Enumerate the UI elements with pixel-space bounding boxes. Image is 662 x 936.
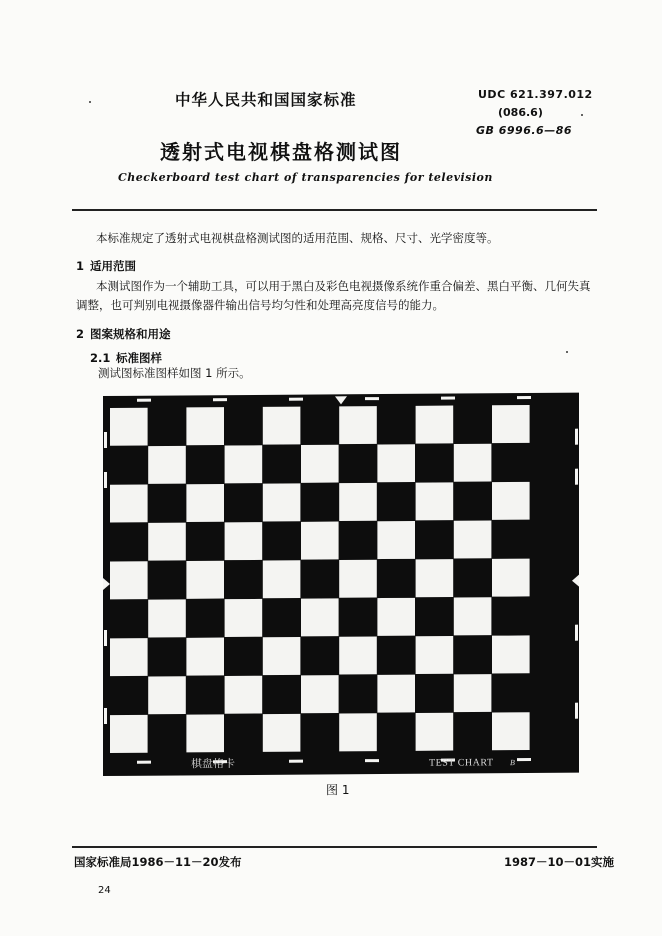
figure-caption: 图 1 — [326, 783, 350, 797]
checker-square-white — [492, 482, 530, 520]
edge-alignment-mark — [575, 469, 578, 485]
chart-label-right-suffix: B — [510, 758, 515, 768]
checker-square-white — [225, 445, 263, 483]
edge-alignment-mark — [517, 396, 531, 399]
edge-alignment-mark — [137, 399, 151, 402]
checker-square-white — [301, 598, 339, 636]
edge-alignment-mark — [137, 761, 151, 764]
section-2-1-title: 标准图样 — [116, 351, 162, 365]
edge-alignment-mark — [104, 472, 107, 488]
checker-square-white — [186, 561, 224, 599]
checker-square-white — [416, 713, 454, 751]
checker-square-white — [110, 484, 148, 522]
checker-square-white — [301, 522, 339, 560]
checker-square-white — [377, 521, 415, 559]
section-2-1-text: 测试图标准图样如图 1 所示。 — [98, 366, 251, 380]
checker-square-white — [492, 712, 530, 750]
checker-square-white — [148, 676, 186, 714]
checker-square-white — [148, 523, 186, 561]
checker-square-white — [186, 638, 224, 676]
checker-square-white — [492, 405, 530, 443]
checker-square-white — [492, 559, 530, 597]
scan-speck — [581, 114, 583, 116]
edge-alignment-mark — [213, 398, 227, 401]
edge-alignment-mark — [289, 398, 303, 401]
checker-square-white — [110, 408, 148, 446]
checkerboard-figure — [103, 392, 579, 776]
udc-code: UDC 621.397.012 — [478, 88, 593, 101]
standard-title: 中华人民共和国国家标准 — [175, 91, 357, 109]
footer-rule — [72, 846, 597, 848]
document-title-english: Checkerboard test chart of transparencies for television — [118, 171, 493, 184]
checker-square-white — [225, 522, 263, 560]
section-1-title: 适用范围 — [90, 259, 136, 273]
checker-square-white — [263, 483, 301, 521]
section-1-number: 1 — [76, 259, 85, 273]
checker-square-white — [225, 676, 263, 714]
edge-alignment-mark — [104, 630, 107, 646]
checker-square-white — [416, 406, 454, 444]
edge-alignment-mark — [575, 429, 578, 445]
checker-square-white — [339, 406, 377, 444]
edge-alignment-mark — [575, 703, 578, 719]
checker-square-white — [339, 560, 377, 598]
checker-square-white — [110, 638, 148, 676]
chart-label-left: 棋盘格卡 — [191, 758, 235, 771]
checker-square-white — [454, 674, 492, 712]
checker-square-white — [454, 597, 492, 635]
checker-square-white — [263, 637, 301, 675]
checker-square-white — [416, 482, 454, 520]
edge-alignment-mark — [575, 625, 578, 641]
checkerboard-image — [103, 392, 579, 776]
gb-number: GB 6996.6—86 — [476, 124, 572, 137]
edge-alignment-mark — [517, 758, 531, 761]
checker-square-white — [454, 444, 492, 482]
checker-square-white — [110, 715, 148, 753]
chart-label-right: TEST CHART — [429, 757, 494, 769]
checker-square-white — [263, 407, 301, 445]
checker-square-white — [377, 444, 415, 482]
section-1-text: 本测试图作为一个辅助工具，可以用于黑白及彩色电视摄像系统作重合偏差、黑白平衡、几何失真调整，也可判别电视摄像器件输出信号均匀性和处理高亮度信号的能力。 — [76, 279, 591, 312]
intro-paragraph: 本标准规定了透射式电视棋盘格测试图的适用范围、规格、尺寸、光学密度等。 — [96, 231, 499, 245]
section-2-title: 图案规格和用途 — [90, 327, 171, 341]
edge-alignment-mark — [104, 708, 107, 724]
checker-square-white — [186, 714, 224, 752]
edge-alignment-mark — [441, 397, 455, 400]
checker-square-white — [339, 483, 377, 521]
section-2-number: 2 — [76, 327, 85, 341]
checker-square-white — [186, 484, 224, 522]
header-rule — [72, 209, 597, 211]
section-2-heading — [76, 326, 171, 342]
checker-square-white — [148, 446, 186, 484]
issue-date: 国家标准局1986－11－20发布 — [74, 855, 242, 869]
checker-square-white — [301, 675, 339, 713]
checker-square-white — [339, 636, 377, 674]
checker-square-white — [148, 599, 186, 637]
checker-square-white — [339, 713, 377, 751]
page-number: 24 — [98, 885, 111, 896]
scan-speck — [89, 101, 91, 103]
checker-square-white — [416, 559, 454, 597]
checker-square-white — [186, 407, 224, 445]
section-2-1-number: 2.1 — [90, 351, 111, 365]
section-1-heading — [76, 258, 136, 274]
checker-square-white — [377, 675, 415, 713]
checker-square-white — [263, 714, 301, 752]
checker-square-white — [492, 635, 530, 673]
checker-square-white — [454, 520, 492, 558]
edge-alignment-mark — [104, 432, 107, 448]
checker-square-white — [377, 598, 415, 636]
checker-square-white — [110, 561, 148, 599]
effective-date: 1987－10－01实施 — [504, 855, 615, 869]
edge-alignment-mark — [365, 397, 379, 400]
edge-alignment-mark — [289, 760, 303, 763]
udc-sub-code: (086.6) — [498, 106, 543, 119]
checker-square-white — [225, 599, 263, 637]
scan-speck — [566, 351, 568, 353]
checker-square-white — [263, 560, 301, 598]
edge-alignment-mark — [365, 759, 379, 762]
checker-square-white — [301, 445, 339, 483]
document-title: 透射式电视棋盘格测试图 — [160, 140, 402, 164]
checker-square-white — [416, 636, 454, 674]
